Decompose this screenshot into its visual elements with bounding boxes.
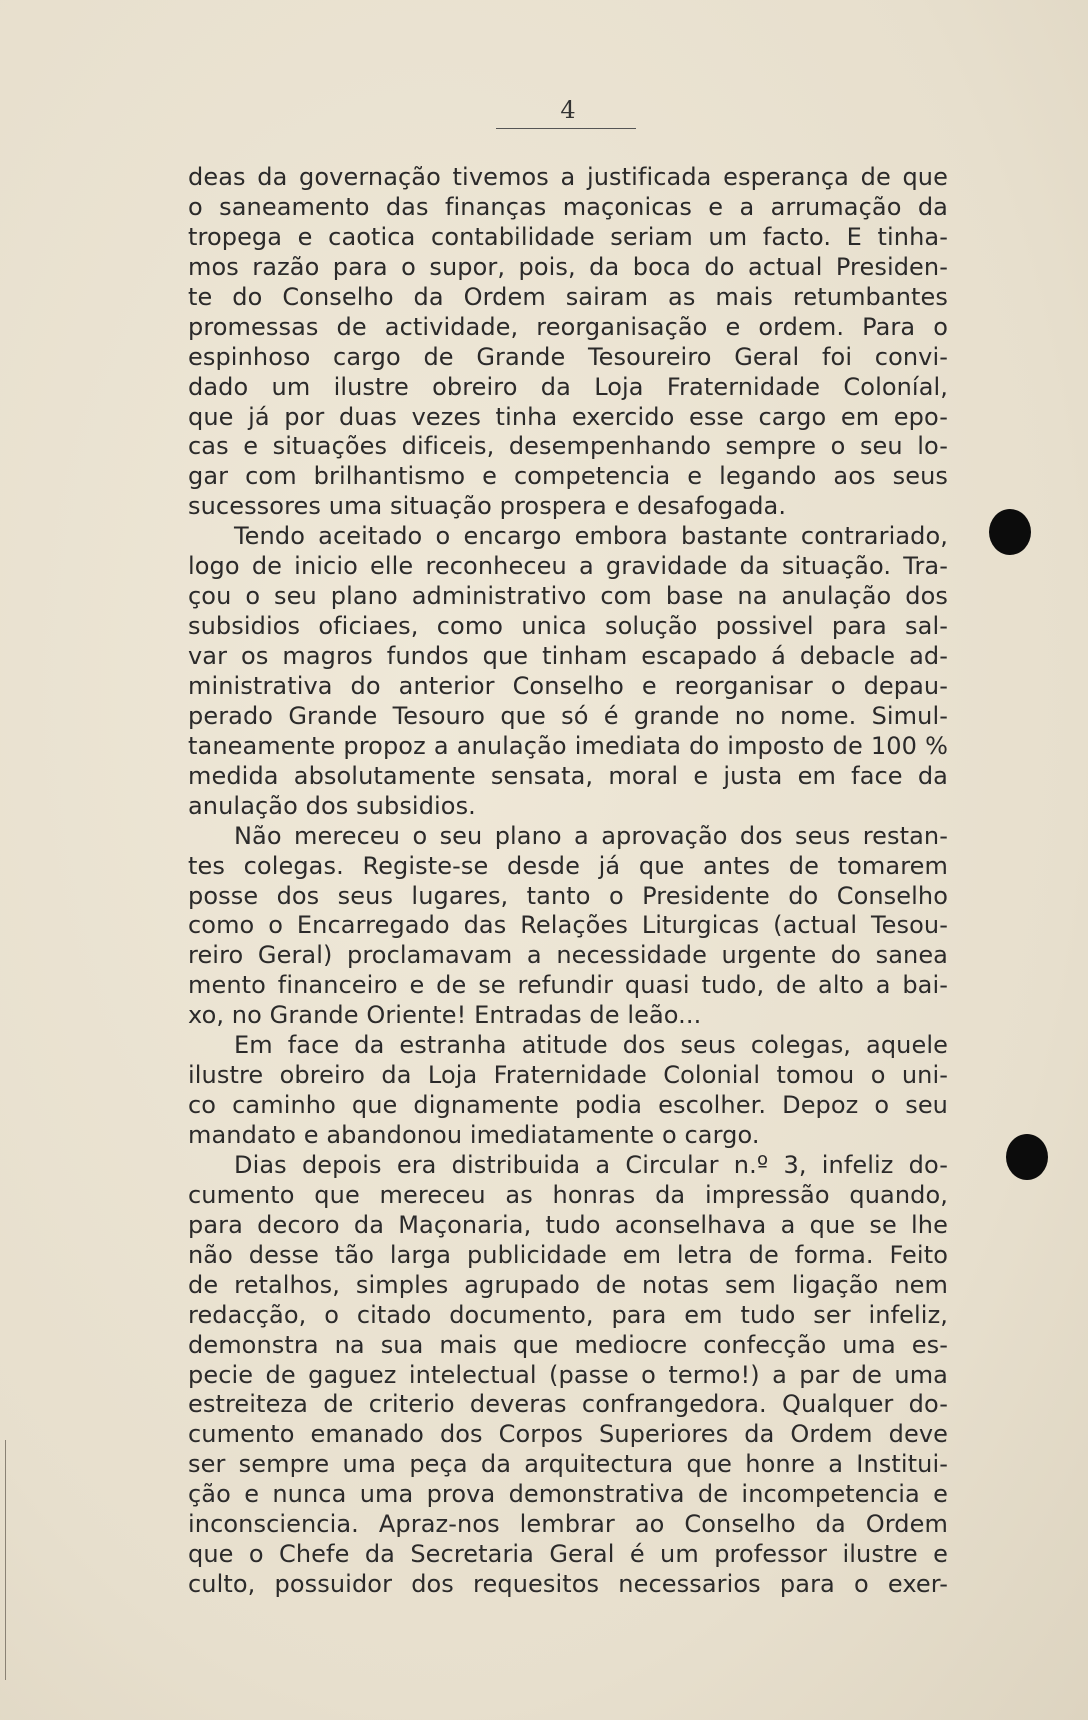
text-line: Não mereceu o seu plano a aprovação dos seus restan- [234, 821, 948, 850]
text-line: redacção, o citado documento, para em tudo ser infeliz, [188, 1300, 948, 1329]
text-line: ministrativa do anterior Conselho e reorganisar o depau- [188, 671, 948, 700]
text-line: demonstra na sua mais que mediocre confecção uma es- [188, 1330, 948, 1359]
text-line: espinhoso cargo de Grande Tesoureiro Geral foi convi- [188, 342, 948, 371]
text-line: que o Chefe da Secretaria Geral é um professor ilustre e [188, 1540, 948, 1569]
text-line: mandato e abandonou imediatamente o cargo. [188, 1121, 760, 1149]
text-line: de retalhos, simples agrupado de notas sem ligação nem [188, 1270, 948, 1299]
text-line: deas da governação tivemos a justificada esperança de que [188, 163, 948, 191]
text-line: anulação dos subsidios. [188, 791, 476, 820]
text-line: Tendo aceitado o encargo embora bastante contrariado, [234, 522, 948, 551]
binder-hole [989, 509, 1031, 555]
text-line: co caminho que dignamente podia escolher. Depoz o seu [188, 1091, 948, 1120]
text-line: como o Encarregado das Relações Liturgicas (actual Tesou- [188, 911, 948, 940]
text-line: te do Conselho da Ordem sairam as mais retumbantes [188, 282, 948, 311]
text-line: mos razão para o supor, pois, da boca do actual Presiden- [188, 252, 948, 281]
text-line: pecie de gaguez intelectual (passe o termo!) a par de uma [188, 1360, 948, 1389]
text-line: tropega e caotica contabilidade seriam um facto. E tinha- [188, 222, 948, 251]
text-line: estreiteza de criterio deveras confrangedora. Qualquer do- [188, 1390, 948, 1419]
text-line: Dias depois era distribuida a Circular n.º 3, infeliz do- [234, 1150, 948, 1179]
text-line: mento financeiro e de se refundir quasi tudo, de alto a bai- [188, 971, 948, 1000]
text-line: ilustre obreiro da Loja Fraternidade Colonial tomou o uni- [188, 1061, 948, 1090]
text-line: tes colegas. Registe-se desde já que antes de tomarem [188, 851, 948, 880]
body-text [188, 162, 948, 1599]
text-line: inconsciencia. Apraz-nos lembrar ao Conselho da Ordem [188, 1510, 948, 1539]
text-line: posse dos seus lugares, tanto o Presidente do Conselho [188, 881, 948, 910]
text-line: Em face da estranha atitude dos seus colegas, aquele [234, 1031, 948, 1060]
text-line: reiro Geral) proclamavam a necessidade urgente do sanea [188, 941, 948, 970]
text-line: dado um ilustre obreiro da Loja Fraternidade Coloníal, [188, 372, 948, 401]
text-line: xo, no Grande Oriente! Entradas de leão... [188, 1001, 702, 1030]
text-line: culto, possuidor dos requesitos necessarios para o exer- [188, 1570, 948, 1599]
text-line: medida absolutamente sensata, moral e justa em face da [188, 761, 948, 790]
paper-edge-mark [5, 1440, 6, 1680]
text-line: perado Grande Tesouro que só é grande no nome. Simul- [188, 701, 948, 730]
text-line: subsidios oficiaes, como unica solução possivel para sal- [188, 612, 948, 641]
text-line: o saneamento das finanças maçonicas e a arrumação da [188, 192, 948, 221]
text-line: cumento emanado dos Corpos Superiores da Ordem deve [188, 1420, 948, 1449]
header-rule [496, 128, 636, 129]
text-line: que já por duas vezes tinha exercido esse cargo em epo- [188, 402, 948, 431]
text-line: logo de inicio elle reconheceu a gravidade da situação. Tra- [188, 552, 948, 581]
text-line: cumento que mereceu as honras da impressão quando, [188, 1180, 948, 1209]
page-number: 4 [560, 96, 576, 124]
text-line: sucessores uma situação prospera e desafogada. [188, 492, 787, 521]
text-line: cas e situações dificeis, desempenhando sempre o seu lo- [188, 432, 948, 461]
binder-hole [1006, 1134, 1048, 1180]
text-line: não desse tão larga publicidade em letra de forma. Feito [188, 1240, 948, 1269]
text-line: gar com brilhantismo e competencia e legando aos seus [188, 462, 948, 491]
text-line: para decoro da Maçonaria, tudo aconselhava a que se lhe [188, 1210, 948, 1239]
text-line: ção e nunca uma prova demonstrativa de incompetencia e [188, 1480, 948, 1509]
text-line: taneamente propoz a anulação imediata do imposto de 100 % [188, 731, 948, 760]
text-line: var os magros fundos que tinham escapado á debacle ad- [188, 642, 948, 670]
text-line: promessas de actividade, reorganisação e ordem. Para o [188, 312, 948, 341]
text-line: ser sempre uma peça da arquitectura que honre a Institui- [188, 1450, 948, 1479]
text-line: çou o seu plano administrativo com base na anulação dos [188, 582, 948, 611]
